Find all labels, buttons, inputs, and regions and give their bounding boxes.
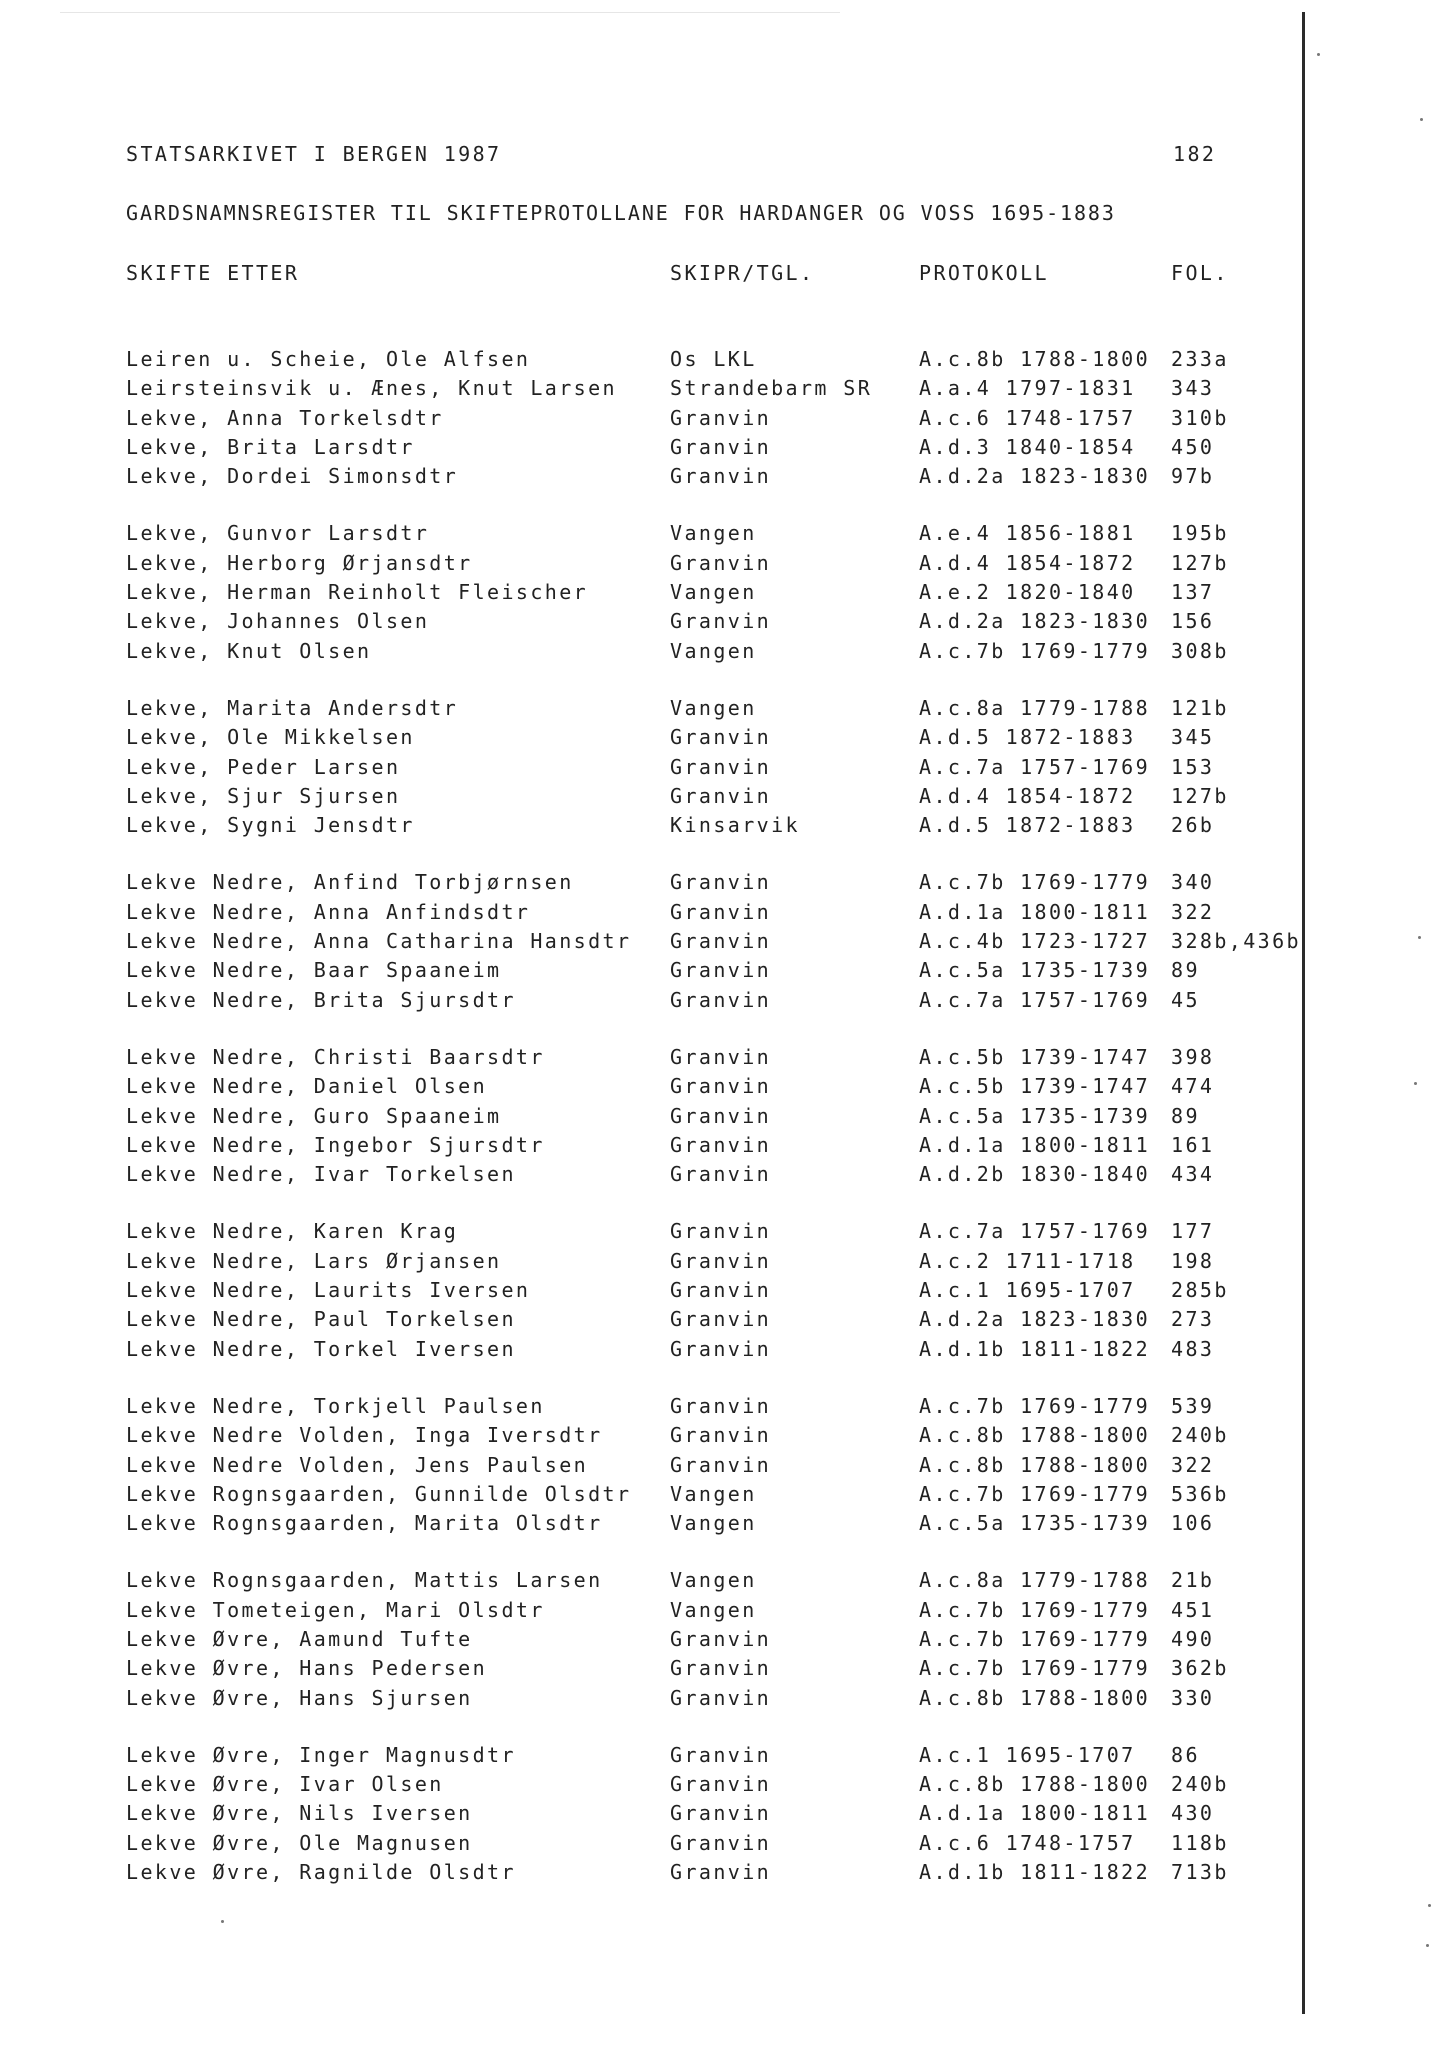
- parish: Vangen: [670, 580, 757, 605]
- folio: 26b: [1171, 813, 1215, 838]
- table-row: [0, 519, 1449, 548]
- table-row: [0, 1451, 1449, 1480]
- table-row: [0, 1625, 1449, 1654]
- table-row: [0, 1741, 1449, 1770]
- folio: 195b: [1171, 521, 1229, 546]
- deceased-name: Lekve, Ole Mikkelsen: [126, 725, 415, 750]
- folio: 322: [1171, 1452, 1215, 1477]
- protocol: A.c.6 1748-1757: [919, 1830, 1136, 1855]
- deceased-name: Lekve, Sygni Jensdtr: [126, 813, 415, 838]
- parish: Granvin: [670, 405, 772, 430]
- table-row: [0, 1480, 1449, 1509]
- folio: 398: [1171, 1044, 1215, 1069]
- folio: 273: [1171, 1307, 1215, 1332]
- folio: 285b: [1171, 1278, 1229, 1303]
- table-row: [0, 1770, 1449, 1799]
- protocol: A.c.6 1748-1757: [919, 405, 1136, 430]
- deceased-name: Lekve Nedre, Daniel Olsen: [126, 1074, 488, 1099]
- table-row: [0, 1596, 1449, 1625]
- parish: Granvin: [670, 1626, 772, 1651]
- folio: 330: [1171, 1685, 1215, 1710]
- folio: 21b: [1171, 1568, 1215, 1593]
- table-row: [0, 345, 1449, 374]
- table-row: [0, 1247, 1449, 1276]
- parish: Granvin: [670, 464, 772, 489]
- deceased-name: Lekve, Brita Larsdtr: [126, 434, 415, 459]
- parish: Vangen: [670, 1481, 757, 1506]
- folio: 536b: [1171, 1481, 1229, 1506]
- parish: Strandebarm SR: [670, 376, 873, 401]
- entry-group: [0, 1392, 1449, 1538]
- parish: Granvin: [670, 434, 772, 459]
- protocol: A.d.3 1840-1854: [919, 434, 1136, 459]
- folio: 450: [1171, 434, 1215, 459]
- table-row: [0, 1566, 1449, 1595]
- folio: 156: [1171, 609, 1215, 634]
- deceased-name: Lekve Nedre, Torkjell Paulsen: [126, 1393, 545, 1418]
- column-header-protokoll: PROTOKOLL: [919, 261, 1049, 285]
- deceased-name: Lekve Nedre, Paul Torkelsen: [126, 1307, 516, 1332]
- entry-group: [0, 345, 1449, 491]
- register-title: GARDSNAMNSREGISTER TIL SKIFTEPROTOLLANE FOR HARDANGER OG VOSS 1695-1883: [126, 201, 1116, 225]
- deceased-name: Lekve Nedre Volden, Jens Paulsen: [126, 1452, 589, 1477]
- parish: Granvin: [670, 1248, 772, 1273]
- table-row: [0, 782, 1449, 811]
- protocol: A.c.4b 1723-1727: [919, 929, 1151, 954]
- parish: Granvin: [670, 1307, 772, 1332]
- deceased-name: Lekve Nedre, Karen Krag: [126, 1219, 459, 1244]
- parish: Granvin: [670, 1132, 772, 1157]
- protocol: A.d.4 1854-1872: [919, 550, 1136, 575]
- page-number: 182: [1173, 142, 1217, 166]
- deceased-name: Lekve Øvre, Ragnilde Olsdtr: [126, 1860, 516, 1885]
- table-row: [0, 1102, 1449, 1131]
- table-row: [0, 374, 1449, 403]
- protocol: A.d.2a 1823-1830: [919, 464, 1151, 489]
- parish: Granvin: [670, 783, 772, 808]
- deceased-name: Lekve Nedre, Christi Baarsdtr: [126, 1044, 545, 1069]
- table-row: [0, 1654, 1449, 1683]
- deceased-name: Leirsteinsvik u. Ænes, Knut Larsen: [126, 376, 617, 401]
- protocol: A.c.8a 1779-1788: [919, 1568, 1151, 1593]
- protocol: A.c.7b 1769-1779: [919, 1597, 1151, 1622]
- table-row: [0, 1276, 1449, 1305]
- protocol: A.c.2 1711-1718: [919, 1248, 1136, 1273]
- parish: Granvin: [670, 1685, 772, 1710]
- protocol: A.c.7a 1757-1769: [919, 754, 1151, 779]
- folio: 153: [1171, 754, 1215, 779]
- deceased-name: Lekve, Herman Reinholt Fleischer: [126, 580, 589, 605]
- deceased-name: Lekve Øvre, Hans Sjursen: [126, 1685, 473, 1710]
- protocol: A.c.7b 1769-1779: [919, 1656, 1151, 1681]
- table-row: [0, 607, 1449, 636]
- scan-speck: [1317, 53, 1320, 56]
- folio: 430: [1171, 1801, 1215, 1826]
- table-row: [0, 1684, 1449, 1713]
- folio: 340: [1171, 870, 1215, 895]
- entry-group: [0, 519, 1449, 665]
- deceased-name: Lekve, Gunvor Larsdtr: [126, 521, 430, 546]
- table-row: [0, 1131, 1449, 1160]
- parish: Granvin: [670, 1452, 772, 1477]
- scan-edge-line: [60, 12, 840, 13]
- parish: Granvin: [670, 1772, 772, 1797]
- deceased-name: Lekve Nedre, Anna Anfindsdtr: [126, 899, 531, 924]
- folio: 345: [1171, 725, 1215, 750]
- protocol: A.c.5a 1735-1739: [919, 1511, 1151, 1536]
- folio: 713b: [1171, 1860, 1229, 1885]
- parish: Granvin: [670, 1336, 772, 1361]
- deceased-name: Lekve Øvre, Nils Iversen: [126, 1801, 473, 1826]
- column-header-skifte-etter: SKIFTE ETTER: [126, 261, 300, 285]
- protocol: A.d.2a 1823-1830: [919, 1307, 1151, 1332]
- protocol: A.c.1 1695-1707: [919, 1278, 1136, 1303]
- deceased-name: Lekve Nedre Volden, Inga Iversdtr: [126, 1423, 603, 1448]
- folio: 161: [1171, 1132, 1215, 1157]
- parish: Vangen: [670, 1597, 757, 1622]
- parish: Granvin: [670, 1103, 772, 1128]
- folio: 362b: [1171, 1656, 1229, 1681]
- folio: 328b,436b: [1171, 929, 1301, 954]
- table-row: [0, 1509, 1449, 1538]
- parish: Vangen: [670, 695, 757, 720]
- table-row: [0, 1305, 1449, 1334]
- folio: 233a: [1171, 347, 1229, 371]
- entry-group: [0, 1566, 1449, 1712]
- parish: Granvin: [670, 987, 772, 1012]
- protocol: A.c.7a 1757-1769: [919, 1219, 1151, 1244]
- protocol: A.c.8b 1788-1800: [919, 1452, 1151, 1477]
- parish: Granvin: [670, 1074, 772, 1099]
- folio: 198: [1171, 1248, 1215, 1273]
- table-row: [0, 1421, 1449, 1450]
- protocol: A.c.5a 1735-1739: [919, 1103, 1151, 1128]
- folio: 240b: [1171, 1423, 1229, 1448]
- parish: Granvin: [670, 1393, 772, 1418]
- table-row: [0, 1217, 1449, 1246]
- protocol: A.d.4 1854-1872: [919, 783, 1136, 808]
- folio: 86: [1171, 1742, 1200, 1767]
- protocol: A.d.5 1872-1883: [919, 725, 1136, 750]
- scan-speck: [221, 1920, 224, 1923]
- deceased-name: Lekve Rognsgaarden, Marita Olsdtr: [126, 1511, 603, 1536]
- parish: Kinsarvik: [670, 813, 800, 838]
- folio: 89: [1171, 958, 1200, 983]
- protocol: A.c.7b 1769-1779: [919, 870, 1151, 895]
- scan-speck: [1426, 1944, 1429, 1947]
- parish: Os LKL: [670, 347, 757, 371]
- parish: Granvin: [670, 725, 772, 750]
- folio: 474: [1171, 1074, 1215, 1099]
- deceased-name: Lekve, Dordei Simonsdtr: [126, 464, 459, 489]
- protocol: A.c.7a 1757-1769: [919, 987, 1151, 1012]
- protocol: A.c.7b 1769-1779: [919, 638, 1151, 663]
- table-row: [0, 578, 1449, 607]
- table-row: [0, 1072, 1449, 1101]
- folio: 310b: [1171, 405, 1229, 430]
- parish: Vangen: [670, 1568, 757, 1593]
- protocol: A.c.5b 1739-1747: [919, 1044, 1151, 1069]
- protocol: A.c.8b 1788-1800: [919, 347, 1151, 371]
- table-row: [0, 1392, 1449, 1421]
- register-entries: [0, 345, 1449, 1915]
- protocol: A.d.1a 1800-1811: [919, 899, 1151, 924]
- folio: 137: [1171, 580, 1215, 605]
- folio: 127b: [1171, 550, 1229, 575]
- protocol: A.c.1 1695-1707: [919, 1742, 1136, 1767]
- parish: Granvin: [670, 1801, 772, 1826]
- parish: Granvin: [670, 1830, 772, 1855]
- protocol: A.d.2a 1823-1830: [919, 609, 1151, 634]
- folio: 97b: [1171, 464, 1215, 489]
- parish: Granvin: [670, 1219, 772, 1244]
- table-row: [0, 1335, 1449, 1364]
- protocol: A.d.1b 1811-1822: [919, 1336, 1151, 1361]
- table-row: [0, 927, 1449, 956]
- deceased-name: Lekve Nedre, Anna Catharina Hansdtr: [126, 929, 632, 954]
- deceased-name: Lekve Nedre, Lars Ørjansen: [126, 1248, 502, 1273]
- parish: Granvin: [670, 1278, 772, 1303]
- protocol: A.e.4 1856-1881: [919, 521, 1136, 546]
- deceased-name: Lekve, Herborg Ørjansdtr: [126, 550, 473, 575]
- parish: Vangen: [670, 521, 757, 546]
- table-row: [0, 549, 1449, 578]
- deceased-name: Lekve Nedre, Anfind Torbjørnsen: [126, 870, 574, 895]
- deceased-name: Lekve, Sjur Sjursen: [126, 783, 401, 808]
- entry-group: [0, 694, 1449, 840]
- folio: 322: [1171, 899, 1215, 924]
- protocol: A.c.8b 1788-1800: [919, 1423, 1151, 1448]
- folio: 118b: [1171, 1830, 1229, 1855]
- deceased-name: Lekve Øvre, Ivar Olsen: [126, 1772, 444, 1797]
- parish: Granvin: [670, 1860, 772, 1885]
- scan-speck: [1420, 118, 1423, 121]
- deceased-name: Lekve Nedre, Baar Spaaneim: [126, 958, 502, 983]
- deceased-name: Lekve Tometeigen, Mari Olsdtr: [126, 1597, 545, 1622]
- deceased-name: Lekve Nedre, Guro Spaaneim: [126, 1103, 502, 1128]
- table-row: [0, 404, 1449, 433]
- folio: 490: [1171, 1626, 1215, 1651]
- folio: 121b: [1171, 695, 1229, 720]
- deceased-name: Lekve Nedre, Ivar Torkelsen: [126, 1162, 516, 1187]
- protocol: A.c.5a 1735-1739: [919, 958, 1151, 983]
- parish: Granvin: [670, 958, 772, 983]
- table-row: [0, 462, 1449, 491]
- table-row: [0, 1043, 1449, 1072]
- column-header-fol: FOL.: [1171, 261, 1229, 285]
- table-row: [0, 811, 1449, 840]
- parish: Granvin: [670, 609, 772, 634]
- protocol: A.d.5 1872-1883: [919, 813, 1136, 838]
- protocol: A.d.2b 1830-1840: [919, 1162, 1151, 1187]
- deceased-name: Lekve Øvre, Aamund Tufte: [126, 1626, 473, 1651]
- protocol: A.d.1b 1811-1822: [919, 1860, 1151, 1885]
- protocol: A.c.8b 1788-1800: [919, 1685, 1151, 1710]
- deceased-name: Lekve Øvre, Ole Magnusen: [126, 1830, 473, 1855]
- parish: Granvin: [670, 1423, 772, 1448]
- deceased-name: Lekve, Anna Torkelsdtr: [126, 405, 444, 430]
- table-row: [0, 986, 1449, 1015]
- protocol: A.c.7b 1769-1779: [919, 1626, 1151, 1651]
- protocol: A.c.8b 1788-1800: [919, 1772, 1151, 1797]
- deceased-name: Lekve Nedre, Torkel Iversen: [126, 1336, 516, 1361]
- table-row: [0, 1799, 1449, 1828]
- protocol: A.e.2 1820-1840: [919, 580, 1136, 605]
- parish: Granvin: [670, 899, 772, 924]
- protocol: A.c.7b 1769-1779: [919, 1481, 1151, 1506]
- parish: Granvin: [670, 550, 772, 575]
- folio: 483: [1171, 1336, 1215, 1361]
- entry-group: [0, 1741, 1449, 1887]
- folio: 127b: [1171, 783, 1229, 808]
- protocol: A.d.1a 1800-1811: [919, 1801, 1151, 1826]
- folio: 539: [1171, 1393, 1215, 1418]
- deceased-name: Lekve, Johannes Olsen: [126, 609, 430, 634]
- table-row: [0, 898, 1449, 927]
- folio: 106: [1171, 1511, 1215, 1536]
- folio: 177: [1171, 1219, 1215, 1244]
- protocol: A.a.4 1797-1831: [919, 376, 1136, 401]
- table-row: [0, 1160, 1449, 1189]
- table-row: [0, 433, 1449, 462]
- folio: 343: [1171, 376, 1215, 401]
- parish: Vangen: [670, 1511, 757, 1536]
- table-row: [0, 723, 1449, 752]
- deceased-name: Leiren u. Scheie, Ole Alfsen: [126, 347, 531, 371]
- table-row: [0, 1858, 1449, 1887]
- archive-header: STATSARKIVET I BERGEN 1987: [126, 142, 502, 166]
- deceased-name: Lekve, Marita Andersdtr: [126, 695, 459, 720]
- column-header-skipr-tgl: SKIPR/TGL.: [670, 261, 815, 285]
- table-row: [0, 694, 1449, 723]
- entry-group: [0, 868, 1449, 1014]
- parish: Granvin: [670, 754, 772, 779]
- table-row: [0, 956, 1449, 985]
- table-row: [0, 637, 1449, 666]
- folio: 89: [1171, 1103, 1200, 1128]
- folio: 45: [1171, 987, 1200, 1012]
- deceased-name: Lekve Nedre, Laurits Iversen: [126, 1278, 531, 1303]
- parish: Granvin: [670, 1656, 772, 1681]
- folio: 308b: [1171, 638, 1229, 663]
- deceased-name: Lekve Øvre, Hans Pedersen: [126, 1656, 488, 1681]
- folio: 434: [1171, 1162, 1215, 1187]
- table-row: [0, 753, 1449, 782]
- deceased-name: Lekve, Peder Larsen: [126, 754, 401, 779]
- entry-group: [0, 1043, 1449, 1189]
- parish: Granvin: [670, 870, 772, 895]
- deceased-name: Lekve Rognsgaarden, Gunnilde Olsdtr: [126, 1481, 632, 1506]
- table-row: [0, 1829, 1449, 1858]
- deceased-name: Lekve, Knut Olsen: [126, 638, 372, 663]
- protocol: A.c.8a 1779-1788: [919, 695, 1151, 720]
- deceased-name: Lekve Nedre, Ingebor Sjursdtr: [126, 1132, 545, 1157]
- parish: Granvin: [670, 929, 772, 954]
- parish: Vangen: [670, 638, 757, 663]
- protocol: A.c.5b 1739-1747: [919, 1074, 1151, 1099]
- deceased-name: Lekve Rognsgaarden, Mattis Larsen: [126, 1568, 603, 1593]
- deceased-name: Lekve Nedre, Brita Sjursdtr: [126, 987, 516, 1012]
- table-row: [0, 868, 1449, 897]
- entry-group: [0, 1217, 1449, 1363]
- parish: Granvin: [670, 1162, 772, 1187]
- protocol: A.d.1a 1800-1811: [919, 1132, 1151, 1157]
- folio: 451: [1171, 1597, 1215, 1622]
- deceased-name: Lekve Øvre, Inger Magnusdtr: [126, 1742, 516, 1767]
- parish: Granvin: [670, 1044, 772, 1069]
- parish: Granvin: [670, 1742, 772, 1767]
- folio: 240b: [1171, 1772, 1229, 1797]
- protocol: A.c.7b 1769-1779: [919, 1393, 1151, 1418]
